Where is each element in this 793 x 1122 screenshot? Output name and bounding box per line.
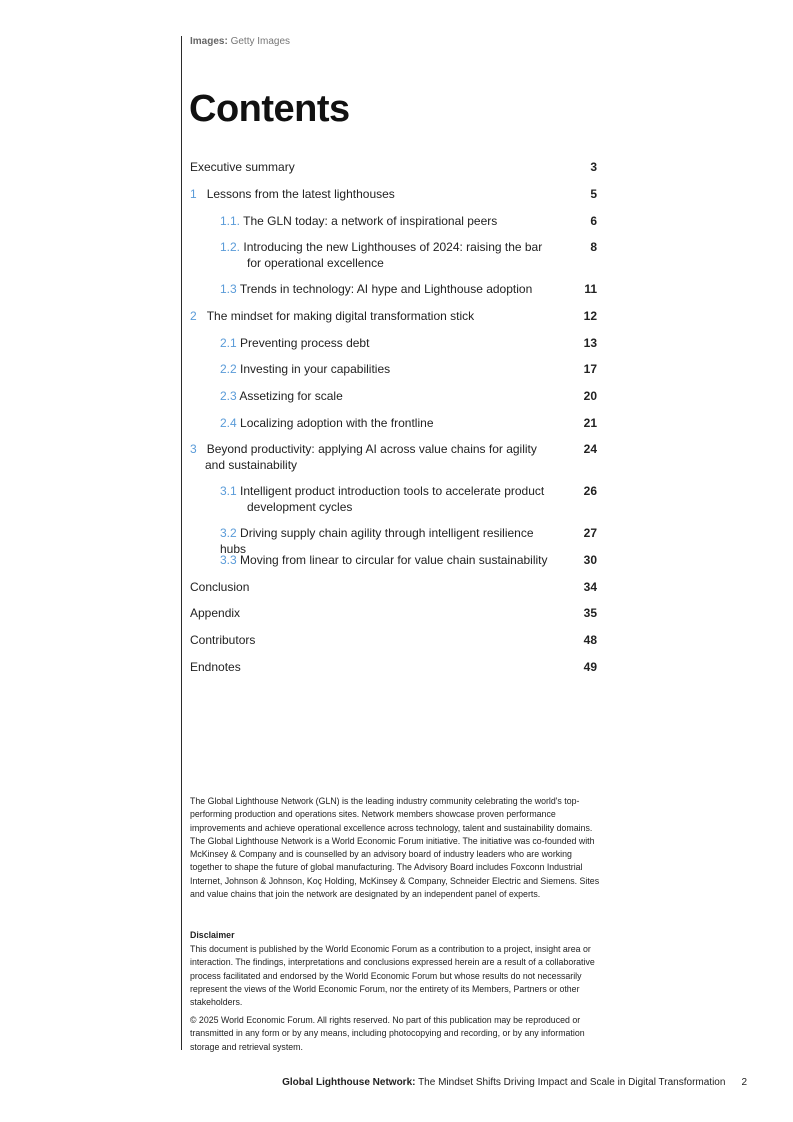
page-footer — [282, 1077, 747, 1088]
toc-entry[interactable] — [220, 361, 555, 377]
toc-page-number: 30 — [583, 553, 597, 567]
toc-entry-number: 1.2. — [220, 240, 241, 254]
margin-rule — [181, 36, 182, 1050]
toc-entry-number: 1 — [190, 187, 197, 201]
toc-page-number: 49 — [583, 660, 597, 674]
toc-page-number: 35 — [583, 606, 597, 620]
toc-entry[interactable] — [220, 335, 555, 351]
toc-entry[interactable] — [220, 281, 555, 297]
toc-entry-label-continued: and sustainability — [205, 458, 298, 472]
toc-page-number: 21 — [583, 416, 597, 430]
toc-entry-number: 2.2 — [220, 362, 237, 376]
toc-entry[interactable] — [190, 659, 555, 675]
toc-entry-label: Intelligent product introduction tools to accelerate product — [240, 484, 545, 498]
toc-entry-label: Introducing the new Lighthouses of 2024: raising the bar — [243, 240, 543, 254]
toc-entry[interactable] — [220, 388, 555, 404]
copyright-text: © 2025 World Economic Forum. All rights reserved. No part of this publication may be reproduced or transmitted in any form or by any means, including photocopying and recording, or by any information storage and retrieval system. — [190, 1015, 585, 1052]
toc-page-number: 8 — [590, 240, 597, 254]
toc-entry-label: Trends in technology: AI hype and Lighthouse adoption — [239, 282, 533, 296]
toc-entry-label: Investing in your capabilities — [240, 362, 391, 376]
toc-entry[interactable] — [190, 186, 555, 202]
toc-page-number: 34 — [583, 580, 597, 594]
image-credit-source: Getty Images — [230, 36, 291, 47]
footer-report-title: The Mindset Shifts Driving Impact and Scale in Digital Transformation — [418, 1077, 726, 1088]
toc-entry-label-continued: for operational excellence — [247, 256, 384, 270]
toc-page-number: 13 — [583, 336, 597, 350]
toc-entry-label: Preventing process debt — [240, 336, 370, 350]
toc-entry-number: 1.3 — [220, 282, 237, 296]
footer-page-number: 2 — [741, 1077, 747, 1088]
disclaimer-heading: Disclaimer — [190, 930, 235, 940]
toc-entry[interactable] — [190, 441, 555, 473]
toc-entry-number: 3.3 — [220, 553, 237, 567]
toc-page-number: 17 — [583, 362, 597, 376]
image-credit-label: Images: — [190, 36, 228, 47]
toc-entry[interactable] — [190, 159, 555, 175]
toc-entry[interactable] — [220, 213, 555, 229]
toc-entry-label: Moving from linear to circular for value chain sustainability — [240, 553, 548, 567]
toc-page-number: 11 — [584, 282, 597, 296]
image-credit — [190, 36, 290, 47]
toc-entry-label: Beyond productivity: applying AI across value chains for agility — [206, 442, 537, 456]
about-gln-paragraph: The Global Lighthouse Network (GLN) is the leading industry community celebrating the world's top-performing production and operations sites. Network members showcase proven performance improvements and achieve operational excellence across technology, talent and sustainability domains. The Global Lighthouse Network is a World Economic Forum initiative. The initiative was co-founded with McKinsey & Company and is counselled by an advisory board of industry leaders who are working together to shape the future of global manufacturing. The Advisory Board includes Foxconn Industrial Internet, Johnson & Johnson, Koç Holding, McKinsey & Company, Schneider Electric and Siemens. Sites and value chains that join the network are designated by an independent panel of experts. — [190, 796, 600, 900]
page-title: Contents — [189, 88, 350, 130]
toc-entry[interactable] — [220, 239, 555, 271]
toc-entry-label-continued: development cycles — [247, 500, 353, 514]
toc-entry-number: 1.1. — [220, 214, 241, 228]
toc-page-number: 6 — [590, 214, 597, 228]
toc-entry-number: 2.4 — [220, 416, 237, 430]
toc-entry-label: The GLN today: a network of inspirational peers — [243, 214, 498, 228]
toc-entry[interactable] — [220, 483, 555, 515]
toc-entry-label: Driving supply chain agility through intelligent resilience hubs — [220, 526, 534, 556]
toc-entry[interactable] — [190, 632, 555, 648]
toc-page-number: 26 — [583, 484, 597, 498]
toc-page-number: 24 — [583, 442, 597, 456]
toc-entry-number: 2.1 — [220, 336, 237, 350]
toc-entry-number: 3.2 — [220, 526, 237, 540]
toc-entry-label: Appendix — [190, 606, 241, 620]
toc-entry-label: Lessons from the latest lighthouses — [206, 187, 395, 201]
toc-entry[interactable] — [220, 415, 555, 431]
toc-entry-label: The mindset for making digital transformation stick — [206, 309, 475, 323]
toc-entry[interactable] — [220, 552, 555, 568]
toc-page-number: 3 — [590, 160, 597, 174]
toc-page-number: 12 — [583, 309, 597, 323]
toc-page-number: 48 — [583, 633, 597, 647]
toc-entry-number: 3 — [190, 442, 197, 456]
toc-entry-number: 2.3 — [220, 389, 237, 403]
toc-page-number: 20 — [583, 389, 597, 403]
toc-entry[interactable] — [190, 579, 555, 595]
toc-entry[interactable] — [190, 605, 555, 621]
toc-entry-label: Contributors — [190, 633, 256, 647]
disclaimer-text: This document is published by the World Economic Forum as a contribution to a project, insight area or interaction. The findings, interpretations and conclusions expressed herein are a result of a collaborative process facilitated and endorsed by the World Economic Forum but whose results do not necessarily represent the views of the World Economic Forum, nor the entirety of its Members, Partners or other stakeholders. — [190, 944, 595, 1008]
toc-entry-label: Localizing adoption with the frontline — [240, 416, 434, 430]
toc-entry-number: 3.1 — [220, 484, 237, 498]
toc-entry-label: Endnotes — [190, 660, 241, 674]
toc-entry[interactable] — [190, 308, 555, 324]
toc-page-number: 5 — [590, 187, 597, 201]
toc-entry-label: Conclusion — [190, 580, 250, 594]
toc-entry-label: Assetizing for scale — [239, 389, 343, 403]
footer-report-name: Global Lighthouse Network: — [282, 1077, 416, 1088]
toc-entry-number: 2 — [190, 309, 197, 323]
toc-page-number: 27 — [583, 526, 597, 540]
toc-entry-label: Executive summary — [190, 160, 295, 174]
